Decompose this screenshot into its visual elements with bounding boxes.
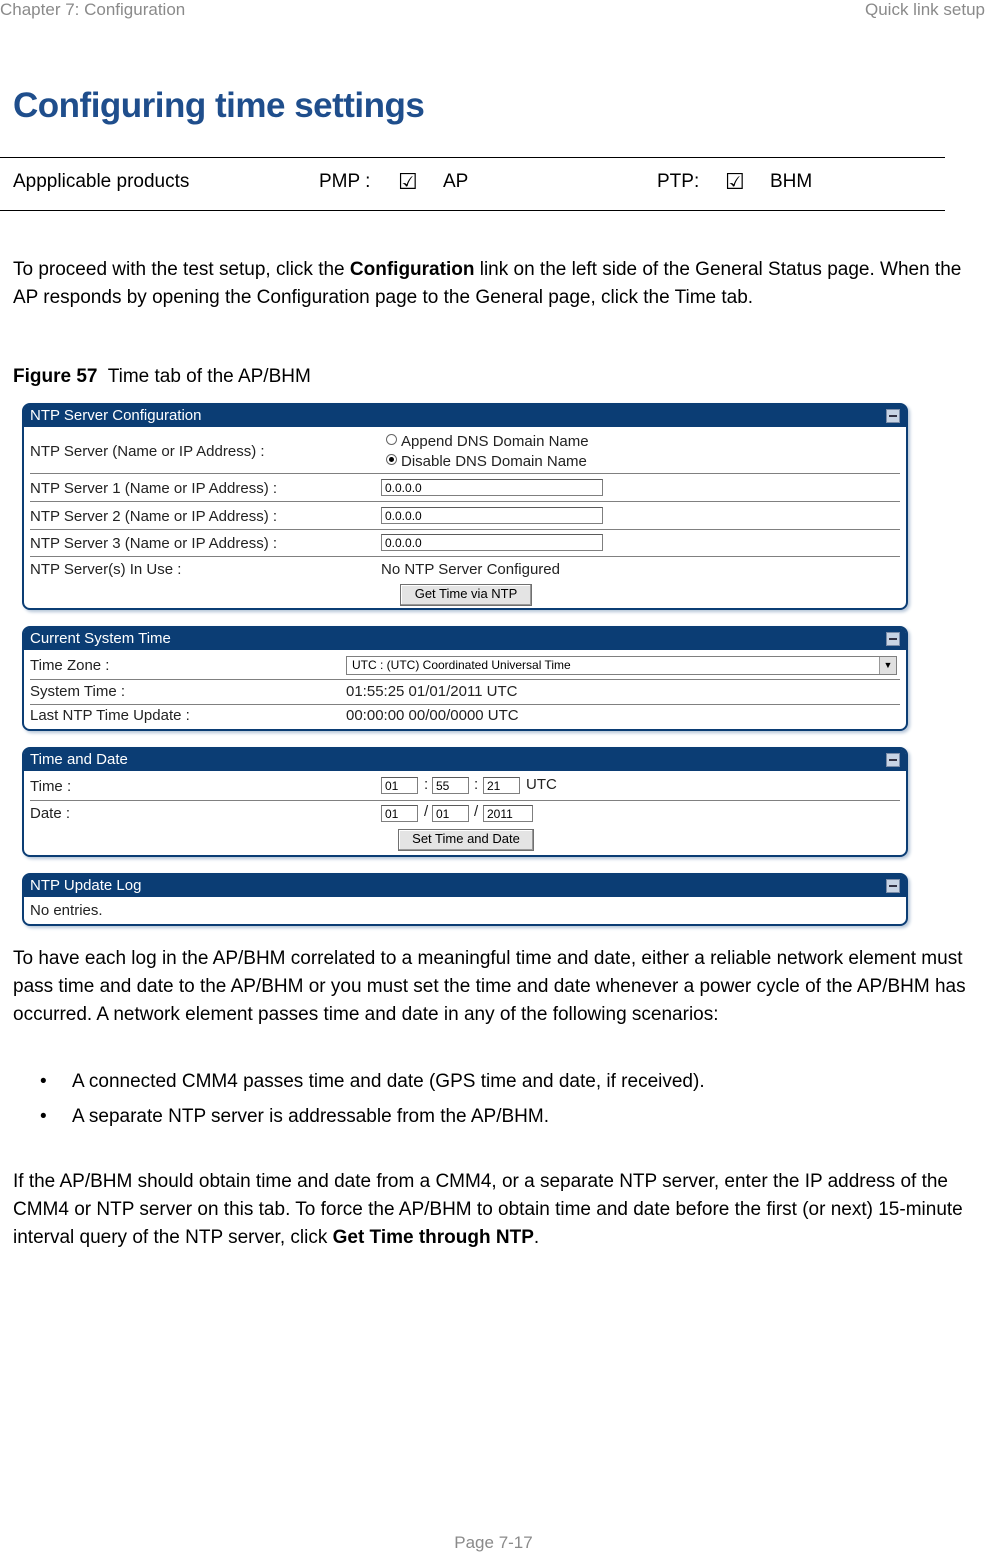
ntp-server-3-label: NTP Server 3 (Name or IP Address) : bbox=[30, 535, 278, 552]
ntp-update-log-title: NTP Update Log bbox=[24, 875, 906, 897]
applicability-table bbox=[0, 157, 945, 211]
time-and-date-title: Time and Date bbox=[24, 749, 906, 771]
month-input[interactable]: 01 bbox=[381, 805, 418, 822]
time-separator: : bbox=[474, 776, 479, 793]
radio-icon[interactable] bbox=[386, 434, 397, 445]
ntp-server-2-input[interactable]: 0.0.0.0 bbox=[381, 507, 603, 524]
list-item: • A separate NTP server is addressable from the AP/BHM. bbox=[40, 1103, 705, 1138]
divider bbox=[30, 800, 900, 801]
second-input[interactable]: 21 bbox=[483, 777, 520, 794]
time-separator: : bbox=[424, 776, 429, 793]
minimize-icon[interactable] bbox=[886, 753, 900, 767]
ntp-server-3-input[interactable]: 0.0.0.0 bbox=[381, 534, 603, 551]
time-zone-select[interactable]: UTC : (UTC) Coordinated Universal Time ▼ bbox=[346, 656, 897, 675]
page-number: Page 7-17 bbox=[454, 1533, 533, 1552]
current-system-time-title: Current System Time bbox=[24, 628, 906, 650]
append-dns-option[interactable]: Append DNS Domain Name bbox=[386, 433, 589, 450]
configuration-link[interactable]: Configuration bbox=[349, 259, 475, 280]
running-header-section: Quick link setup bbox=[865, 0, 985, 19]
pmp-product: AP bbox=[443, 171, 469, 192]
date-label: Date : bbox=[30, 805, 71, 822]
time-and-date-panel bbox=[22, 747, 908, 857]
chevron-down-icon[interactable]: ▼ bbox=[879, 657, 896, 674]
ntp-server-1-label: NTP Server 1 (Name or IP Address) : bbox=[30, 480, 278, 497]
ntp-server-label: NTP Server (Name or IP Address) : bbox=[30, 443, 265, 460]
set-time-and-date-button[interactable]: Set Time and Date bbox=[398, 829, 534, 851]
ntp-server-panel-title: NTP Server Configuration bbox=[24, 405, 906, 427]
get-time-via-ntp-button[interactable]: Get Time via NTP bbox=[400, 584, 532, 606]
minimize-icon[interactable] bbox=[886, 632, 900, 646]
scenario-list bbox=[40, 1068, 705, 1138]
date-separator: / bbox=[424, 803, 429, 820]
current-system-time-panel bbox=[22, 626, 908, 731]
applicability-label: Appplicable products bbox=[13, 171, 190, 192]
timezone-suffix: UTC bbox=[526, 776, 557, 793]
minute-input[interactable]: 55 bbox=[432, 777, 469, 794]
time-zone-label: Time Zone : bbox=[30, 657, 110, 674]
list-item: • A connected CMM4 passes time and date (GPS time and date, if received). bbox=[40, 1068, 705, 1103]
divider bbox=[30, 473, 900, 474]
pmp-label: PMP : bbox=[319, 171, 371, 192]
get-time-through-ntp-link[interactable]: Get Time through NTP bbox=[332, 1227, 534, 1248]
system-time-label: System Time : bbox=[30, 683, 126, 700]
pmp-checkbox-icon: ☑ bbox=[398, 169, 418, 194]
intro-paragraph: To proceed with the test setup, click the Configuration link on the left side of the General Status page. When the AP responds by opening the Configuration page to the General page, click the Time tab. bbox=[13, 259, 962, 308]
day-input[interactable]: 01 bbox=[432, 805, 469, 822]
date-separator: / bbox=[474, 803, 479, 820]
log-entries: No entries. bbox=[30, 902, 103, 919]
radio-selected-icon[interactable] bbox=[386, 454, 397, 465]
ntp-server-1-input[interactable]: 0.0.0.0 bbox=[381, 479, 603, 496]
time-label: Time : bbox=[30, 778, 72, 795]
minimize-icon[interactable] bbox=[886, 879, 900, 893]
divider bbox=[30, 529, 900, 530]
ntp-server-2-label: NTP Server 2 (Name or IP Address) : bbox=[30, 508, 278, 525]
ntp-server-panel bbox=[22, 403, 908, 610]
ntp-inuse-label: NTP Server(s) In Use : bbox=[30, 561, 182, 578]
running-header-chapter: Chapter 7: Configuration bbox=[0, 0, 186, 19]
minimize-icon[interactable] bbox=[886, 409, 900, 423]
ptp-label: PTP: bbox=[657, 171, 700, 192]
page-title: Configuring time settings bbox=[13, 86, 425, 125]
system-time-value: 01:55:25 01/01/2011 UTC bbox=[346, 683, 518, 700]
ntp-inuse-value: No NTP Server Configured bbox=[381, 561, 560, 578]
last-ntp-update-label: Last NTP Time Update : bbox=[30, 707, 190, 724]
body-paragraph: To have each log in the AP/BHM correlated to a meaningful time and date, either a reliable network element must pass time and date to the AP/BHM or you must set the time and date whenever a power cycle of the AP/BHM has occurred. A network element passes time and date in any of the following scenarios: bbox=[13, 948, 966, 1025]
divider bbox=[30, 704, 900, 705]
ntp-update-log-panel bbox=[22, 873, 908, 926]
last-ntp-update-value: 00:00:00 00/00/0000 UTC bbox=[346, 707, 519, 724]
divider bbox=[30, 556, 900, 557]
ptp-checkbox-icon: ☑ bbox=[725, 169, 745, 194]
ptp-product: BHM bbox=[770, 171, 813, 192]
year-input[interactable]: 2011 bbox=[483, 805, 533, 822]
hour-input[interactable]: 01 bbox=[381, 777, 418, 794]
instruction-paragraph: If the AP/BHM should obtain time and date from a CMM4, or a separate NTP server, enter the IP address of the CMM4 or NTP server on this tab. To force the AP/BHM to obtain time and date before the first (or next) 15-minute interval query of the NTP server, click Get Time through NTP. bbox=[13, 1171, 963, 1248]
figure-caption: Figure 57 Time tab of the AP/BHM bbox=[13, 366, 311, 387]
divider bbox=[30, 501, 900, 502]
disable-dns-option[interactable]: Disable DNS Domain Name bbox=[386, 453, 587, 470]
divider bbox=[30, 679, 900, 680]
